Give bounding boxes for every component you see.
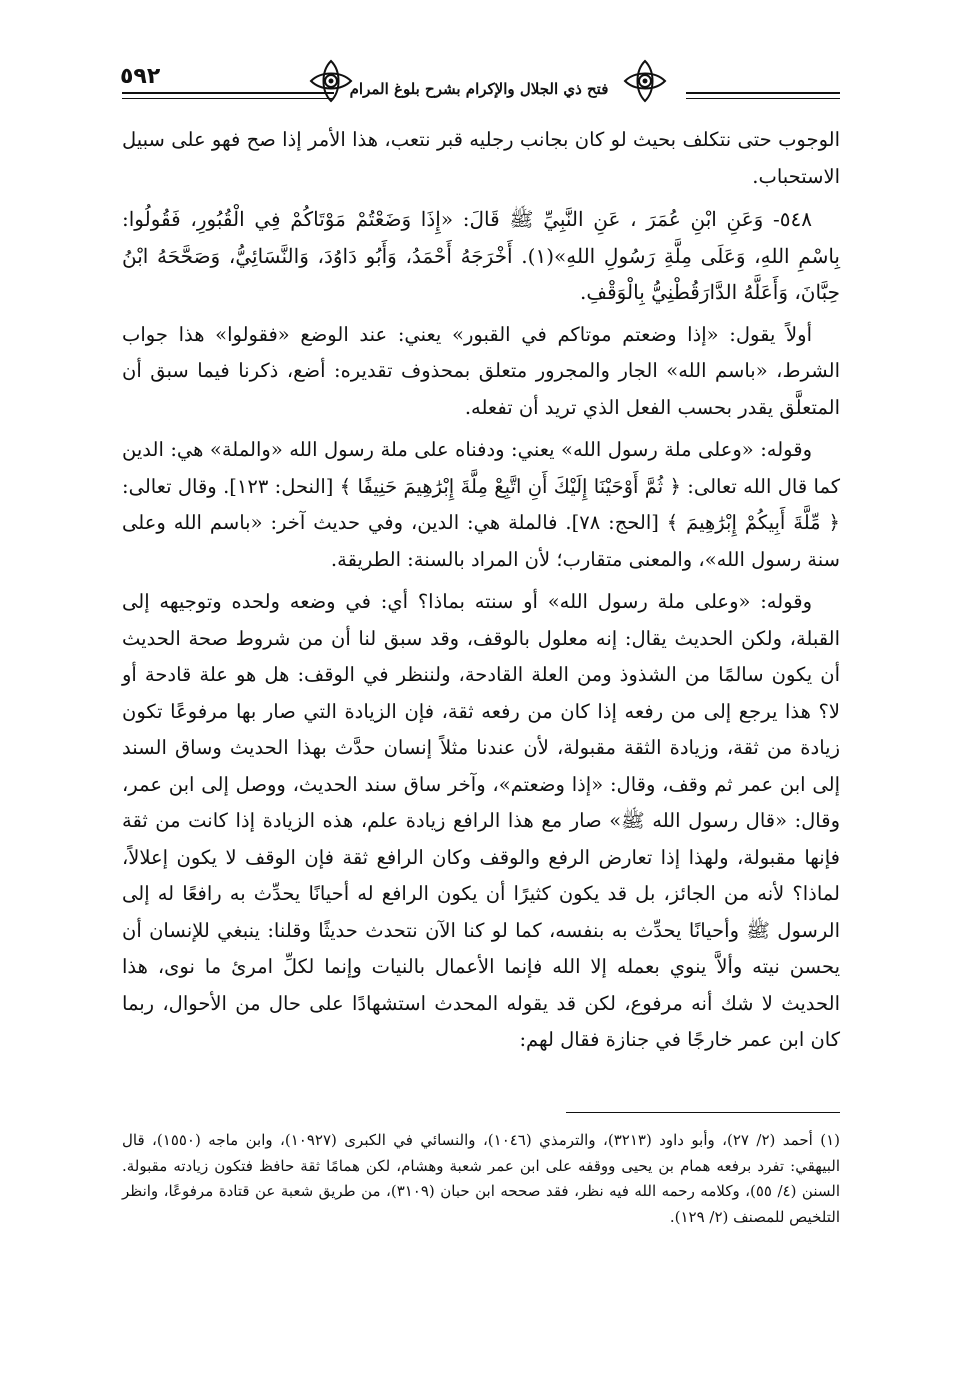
header-rule-left-top	[122, 92, 334, 94]
paragraph-continuation: الوجوب حتى نتكلف بحيث لو كان بجانب رجليه قبر نتعب، هذا الأمر إذا صح فهو على سبيل الاستحباب.	[122, 128, 840, 188]
paragraph-commentary-1: أولاً يقول: «إذا وضعتم موتاكم في القبور» يعني: عند الوضع «فقولوا» هذا جواب الشرط، «باسم الله» الجار والمجرور متعلق بمحذوف تقديره: أضع، ذكرنا فيما سبق أن المتعلَّق يقدر بحسب الفعل الذي تريد أن تفعله.	[122, 322, 840, 419]
book-title: فتح ذي الجلال والإكرام بشرح بلوغ المرام	[349, 80, 609, 98]
footnote-separator	[566, 1112, 840, 1113]
header-rule-left-bottom	[122, 98, 334, 99]
page-body	[122, 122, 840, 1065]
header-rule-right-bottom	[686, 98, 840, 99]
paragraph-commentary-2: وقوله: «وعلى ملة رسول الله» يعني: ودفناه على ملة رسول الله «والملة» هي: الدين كما قال الله تعالى: ﴿ ثُمَّ أَوْحَيْنَا إِلَيْكَ أَنِ اتَّبِعْ مِلَّةَ إِبْرَٰهِيمَ حَنِيفًا ﴾ [النحل: ١٢٣]. وقال تعالى: ﴿ مِّلَّةَ أَبِيكُمْ إِبْرَٰهِيمَ ﴾ [الحج: ٧٨]. فالملة هي: الدين، وفي حديث آخر: «باسم الله وعلى سنة رسول الله»، والمعنى متقارب؛ لأن المراد بالسنة: الطريقة.	[122, 438, 840, 571]
page-number: ٥٩٢	[120, 64, 161, 89]
header-ornament-right-icon	[622, 58, 668, 104]
footnote: (١) أحمد (٢/ ٢٧)، وأبو داود (٣٢١٣)، والترمذي (١٠٤٦)، والنسائي في الكبرى (١٠٩٢٧)، وابن ماجه (١٥٥٠)، قال البيهقي: تفرد برفعه همام بن يحيى ووقفه على ابن عمر شعبة وهشام، لكن همامًا ثقة حافظ فتكون زيادته مقبولة. السنن (٤/ ٥٥)، وكلامه رحمه الله فيه نظر، فقد صححه ابن حبان (٣١٠٩)، من طريق شعبة عن قتادة مرفوعًا، وانظر التلخيص للمصنف (٢/ ١٢٩).	[122, 1131, 840, 1226]
header-rule-right-top	[686, 92, 840, 94]
paragraph-commentary-3: وقوله: «وعلى ملة رسول الله» أو سنته بماذا؟ أي: في وضعه ولحده وتوجيهه إلى القبلة، ولكن الحديث يقال: إنه معلول بالوقف، وقد سبق لنا أن من شروط صحة الحديث أن يكون سالمًا من الشذوذ ومن العلة القادحة، ولننظر في الوقف: هل هو علة قادحة أو لا؟ هذا يرجع إلى من رفعه إذا كان من رفعه ثقة، فإن الزيادة التي صار بها مرفوعًا تكون زيادة من ثقة، وزيادة الثقة مقبولة، لأن عندنا مثلاً إنسان حدَّث بهذا الحديث وساق السند إلى ابن عمر ثم وقف، وقال: «إذا وضعتم»، وآخر ساق سند الحديث، ووصل إلى ابن عمر، وقال: «قال رسول الله ﷺ» صار مع هذا الرافع زيادة علم، هذه الزيادة إذا كانت من ثقة فإنها مقبولة، ولهذا إذا تعارض الرفع والوقف وكان الرافع ثقة فإن الوقف لا يكون إعلالاً، لماذا؟ لأنه من الجائز، بل قد يكون كثيرًا أن يكون الرافع له أحيانًا يحدِّث به رافعًا له إلى الرسول ﷺ وأحيانًا يحدِّث به بنفسه، كما لو كنا الآن نتحدث حديثًا وقلنا: ينبغي للإنسان أن يحسن نيته وألاَّ ينوي بعمله إلا الله فإنما الأعمال بالنيات وإنما لكلِّ امرئ ما نوى، هذا الحديث لا شك أنه مرفوع، لكن قد يقوله المحدث استشهادًا على حال من الأحوال، ربما كان ابن عمر خارجًا في جنازة فقال لهم:	[122, 590, 840, 1051]
hadith-text: ٥٤٨- وَعَنِ ابْنِ عُمَرَ ، عَنِ النَّبِيِّ ﷺ قَالَ: «إِذَا وَضَعْتُمْ مَوْتَاكُمْ فِي الْقُبُورِ، فَقُولُوا: بِاسْمِ اللهِ، وَعَلَى مِلَّةِ رَسُولِ اللهِ»(١). أَخْرَجَهُ أَحْمَدُ، وَأَبُو دَاوُدَ، وَالنَّسَائِيُّ، وَصَحَّحَهُ ابْنُ حِبَّانَ، وَأَعَلَّهُ الدَّارَقُطْنِيُّ بِالْوَقْفِ.	[122, 207, 840, 304]
